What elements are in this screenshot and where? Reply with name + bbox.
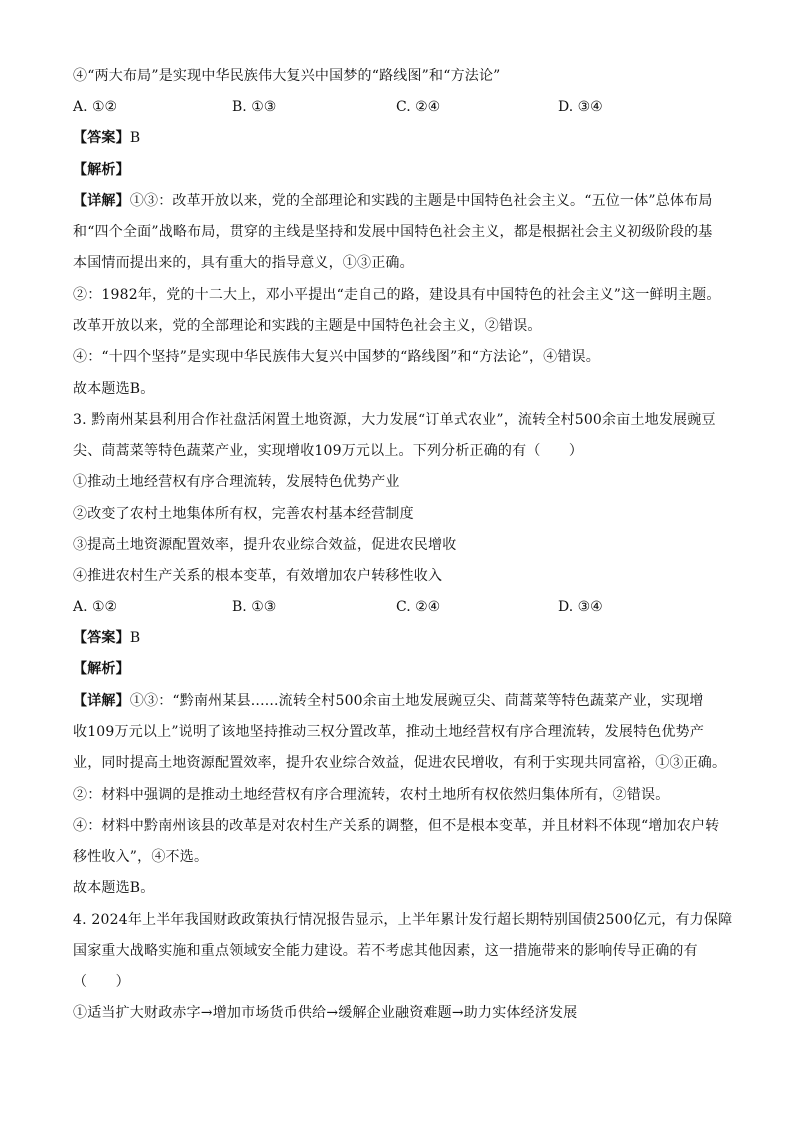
- detail-tag: 【详解】: [73, 193, 130, 209]
- q2-analysis-tag: 【解析】: [73, 162, 130, 178]
- q2-option-c: C. ②④: [396, 99, 441, 115]
- answer-value: B: [129, 630, 141, 646]
- q3-item-4: ④推进农村生产关系的根本变革，有效增加农户转移性收入: [73, 568, 443, 584]
- q3-option-c: C. ②④: [396, 599, 441, 615]
- q3-item-1: ①推动土地经营权有序合理流转，发展特色优势产业: [73, 474, 400, 490]
- q3-stem-line: 3. 黔南州某县利用合作社盘活闲置土地资源，大力发展“订单式农业”，流转全村500余亩土地发展豌豆: [73, 412, 716, 428]
- detail-text: ①③：“黔南州某县......流转全村500余亩土地发展豌豆尖、茼蒿菜等特色蔬菜产业，实现增: [129, 693, 704, 709]
- q4-stem-line: （ ）: [73, 974, 130, 990]
- q2-option-d: D. ③④: [558, 99, 603, 115]
- q3-detail-line: 业，同时提高土地资源配置效率，提升农业综合效益，促进农民增收，有利于实现共同富裕，①③正确。: [73, 755, 727, 771]
- q2-detail-line: ②：1982年，党的十二大上，邓小平提出“走自己的路，建设具有中国特色的社会主义”这一鲜明主题。: [73, 287, 721, 303]
- q3-detail-line: 移性收入”，④不选。: [73, 849, 209, 865]
- q3-detail-line: [73, 691, 734, 711]
- answer-value: B: [129, 130, 141, 146]
- q3-answer: [73, 628, 734, 648]
- q3-option-a: A. ①②: [73, 599, 118, 615]
- q3-detail-line: 收109万元以上”说明了该地坚持推动三权分置改革，推动土地经营权有序合理流转，发展特色优势产: [73, 724, 705, 740]
- q3-detail-line: ④：材料中黔南州该县的改革是对农村生产关系的调整，但不是根本变革，并且材料不体现“增加农户转: [73, 818, 720, 834]
- q3-item-3: ③提高土地资源配置效率，提升农业综合效益，促进农民增收: [73, 537, 457, 553]
- q2-detail-line: ④：“十四个坚持”是实现中华民族伟大复兴中国梦的“路线图”和“方法论”，④错误。: [73, 349, 600, 365]
- q2-detail-line: [73, 191, 734, 211]
- q3-conclusion: 故本题选B。: [73, 880, 155, 896]
- q3-option-b: B. ①③: [232, 599, 277, 615]
- q3-analysis-tag: 【解析】: [73, 661, 130, 677]
- q2-answer: [73, 128, 734, 148]
- q2-option-a: A. ①②: [73, 99, 118, 115]
- q4-stem-line: 国家重大战略实施和重点领域安全能力建设。若不考虑其他因素，这一措施带来的影响传导正确的有: [73, 943, 698, 959]
- q2-conclusion: 故本题选B。: [73, 381, 155, 397]
- q4-stem-line: 4. 2024年上半年我国财政政策执行情况报告显示，上半年累计发行超长期特别国债2500亿元，有力保障: [73, 912, 733, 928]
- q3-item-2: ②改变了农村土地集体所有权，完善农村基本经营制度: [73, 506, 414, 522]
- answer-tag: 【答案】: [73, 130, 130, 146]
- q2-detail-line: 和“四个全面”战略布局，贯穿的主线是坚持和发展中国特色社会主义，都是根据社会主义初级阶段的基: [73, 224, 713, 240]
- q3-detail-line: ②：材料中强调的是推动土地经营权有序合理流转，农村土地所有权依然归集体所有，②错误。: [73, 787, 670, 803]
- q3-stem-line: 尖、茼蒿菜等特色蔬菜产业，实现增收109万元以上。下列分析正确的有（ ）: [73, 443, 584, 459]
- answer-tag: 【答案】: [73, 630, 130, 646]
- detail-tag: 【详解】: [73, 693, 130, 709]
- q2-detail-line: 改革开放以来，党的全部理论和实践的主题是中国特色社会主义，②错误。: [73, 318, 542, 334]
- q3-option-d: D. ③④: [558, 599, 603, 615]
- detail-text: ①③：改革开放以来，党的全部理论和实践的主题是中国特色社会主义。“五位一体”总体布局: [129, 193, 713, 209]
- q2-detail-line: 本国情而提出来的，具有重大的指导意义，①③正确。: [73, 255, 414, 271]
- q2-item-4: ④“两大布局”是实现中华民族伟大复兴中国梦的“路线图”和“方法论”: [73, 68, 501, 84]
- q4-item-1: ①适当扩大财政赤字→增加市场货币供给→缓解企业融资难题→助力实体经济发展: [73, 1005, 578, 1021]
- q2-option-b: B. ①③: [232, 99, 277, 115]
